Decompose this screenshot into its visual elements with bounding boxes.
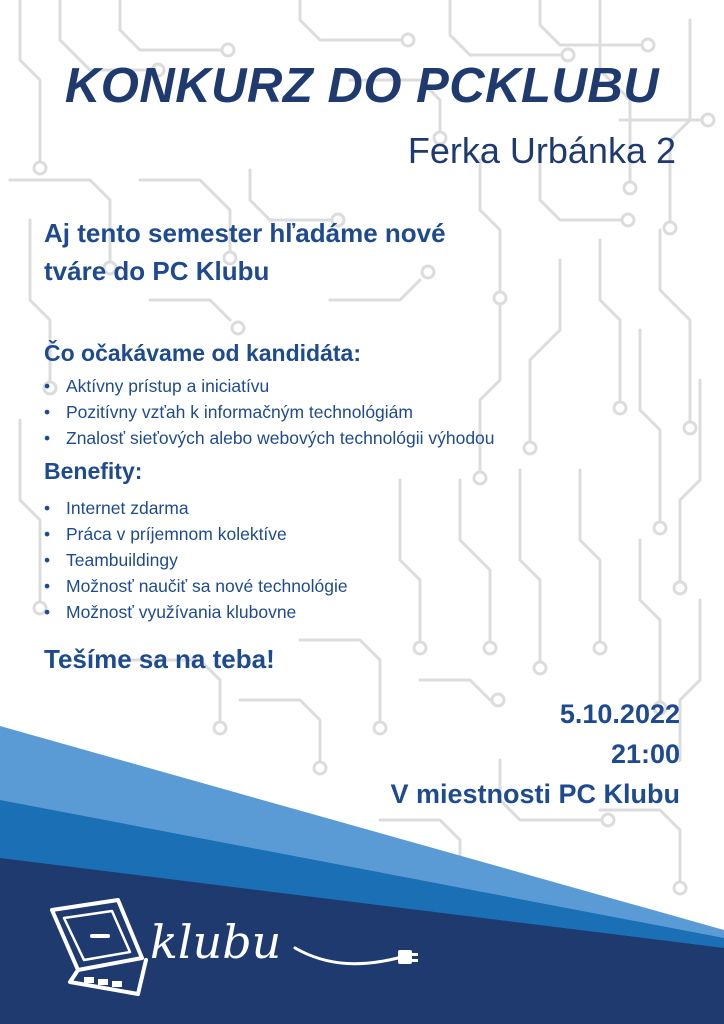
event-time: 21:00 [610,739,680,769]
expectations-list [44,373,495,451]
bullet-icon: • [44,376,51,396]
bullet-icon: • [44,498,51,518]
intro-line-1: Aj tento semester hľadáme nové [44,218,446,248]
bullet-icon: • [44,524,51,544]
closing-text: Tešíme sa na teba! [44,644,275,674]
bullet-icon: • [44,602,51,622]
benefits-heading: Benefity: [44,458,143,484]
benefits-list [44,495,348,625]
intro-text [44,214,604,290]
bullet-icon: • [44,550,51,570]
expectations-heading: Čo očakávame od kandidáta: [44,340,361,366]
list-item: • Internet zdarma [44,495,348,521]
page-title: KONKURZ DO PCKLUBU [64,59,660,113]
list-item: • Možnosť využívania klubovne [44,599,348,625]
logo-wordmark: klubu [150,915,282,969]
bullet-icon: • [44,576,51,596]
address-subtitle: Ferka Urbánka 2 [407,130,676,171]
intro-line-2: tváre do PC Klubu [44,256,270,286]
list-item: • Znalosť sieťových alebo webových technológii výhodou [44,425,495,451]
list-item: • Aktívny prístup a iniciatívu [44,373,495,399]
event-place: V miestnosti PC Klubu [390,779,680,809]
footer-band [0,720,724,1024]
bullet-icon: • [44,402,51,422]
list-item: • Pozitívny vzťah k informačným technológiám [44,399,495,425]
list-item: • Možnosť naučiť sa nové technológie [44,573,348,599]
event-date: 5.10.2022 [559,699,680,729]
list-item: • Práca v príjemnom kolektíve [44,521,348,547]
bullet-icon: • [44,428,51,448]
list-item: • Teambuildingy [44,547,348,573]
